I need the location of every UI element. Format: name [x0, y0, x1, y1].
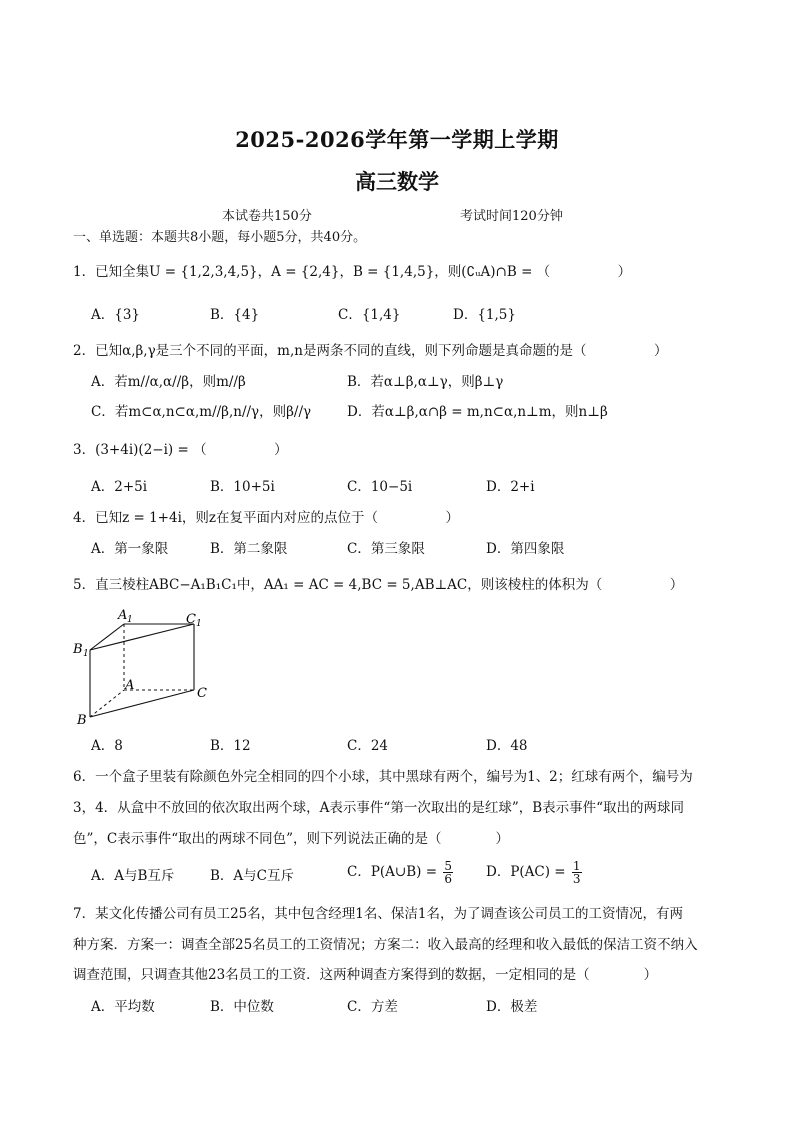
q7-option-c: C．方差 [347, 999, 398, 1015]
q1-option-c: C．{1,4} [338, 307, 401, 323]
q3-option-c: C．10−5i [347, 479, 413, 495]
label-b1-sub: 1 [83, 649, 89, 659]
q4-option-c: C．第三象限 [347, 541, 425, 557]
q7-option-b: B．中位数 [210, 999, 274, 1015]
q3-option-a: A．2+5i [91, 479, 148, 495]
label-b: B [77, 713, 87, 728]
q6-option-c-fraction [443, 860, 453, 885]
question-6-line-2: 3，4．从盒中不放回的依次取出两个球，A表示事件“第一次取出的是红球”，B表示事件“取出的两球同 [73, 800, 685, 816]
q2-option-d: D．若α⊥β,α∩β = m,n⊂α,n⊥m，则n⊥β [347, 404, 608, 420]
label-c1-sub: 1 [196, 619, 202, 629]
q5-option-d: D．48 [486, 738, 528, 754]
question-6-line-1: 6．一个盒子里装有除颜色外完全相同的四个小球，其中黑球有两个，编号为1、2；红球有两个，编号为 [73, 769, 693, 785]
question-2-stem: 2．已知α,β,γ是三个不同的平面，m,n是两条不同的直线，则下列命题是真命题的是（ ） [73, 343, 668, 359]
q4-option-b: B．第二象限 [210, 541, 288, 557]
label-c1: C [186, 612, 196, 627]
q6-d-denominator: 3 [572, 872, 581, 886]
q6-option-d [486, 860, 582, 885]
question-7-line-3: 调查范围，只调查其他23名员工的工资．这两种调查方案得到的数据，一定相同的是（ ） [73, 967, 658, 983]
question-5-stem: 5．直三棱柱ABC−A₁B₁C₁中，AA₁ = AC = 4,BC = 5,AB⊥AC，则该棱柱的体积为（ ） [73, 577, 684, 593]
label-a1-sub: 1 [127, 615, 133, 625]
q6-d-numerator: 1 [572, 859, 581, 873]
q6-option-d-fraction [572, 860, 582, 885]
question-4-stem: 4．已知z = 1+4i，则z在复平面内对应的点位于（ ） [73, 510, 460, 526]
q7-option-d: D．极差 [486, 999, 538, 1015]
q1-option-a: A．{3} [91, 307, 141, 323]
label-b1: B [73, 642, 83, 657]
q6-option-d-text: D．P(AC) = [486, 864, 566, 880]
q4-option-d: D．第四象限 [486, 541, 565, 557]
question-7-line-2: 种方案．方案一：调查全部25名员工的工资情况；方案二：收入最高的经理和收入最低的保洁工资不纳入 [73, 937, 698, 953]
question-7-line-1: 7．某文化传播公司有员工25名，其中包含经理1名、保洁1名，为了调查该公司员工的工资情况，有两 [73, 906, 683, 922]
q3-option-d: D．2+i [486, 479, 535, 495]
q6-option-b: B．A与C互斥 [210, 868, 294, 884]
q3-option-b: B．10+5i [210, 479, 275, 495]
q2-option-c: C．若m⊂α,n⊂α,m//β,n//γ，则β//γ [91, 404, 312, 420]
q6-c-denominator: 6 [444, 872, 452, 886]
exam-time: 考试时间120分钟 [460, 209, 563, 224]
question-1-stem: 1．已知全集U = {1,2,3,4,5}，A = {2,4}，B = {1,4,5}，则(∁ᵤA)∩B = （ ） [73, 264, 632, 280]
q6-option-c-text: C．P(A∪B) = [347, 864, 438, 880]
q5-option-b: B．12 [210, 738, 251, 754]
q4-option-a: A．第一象限 [91, 541, 169, 557]
q5-option-c: C．24 [347, 738, 389, 754]
q5-option-a: A．8 [91, 738, 123, 754]
prism-figure [70, 604, 220, 728]
q2-option-b: B．若α⊥β,α⊥γ，则β⊥γ [347, 374, 504, 390]
q6-c-numerator: 5 [444, 859, 452, 873]
q6-option-a: A．A与B互斥 [91, 868, 175, 884]
total-score: 本试卷共150分 [222, 209, 312, 224]
label-a1: A [118, 608, 128, 623]
q1-option-d: D．{1,5} [453, 307, 516, 323]
exam-title: 2025-2026学年第一学期上学期 [235, 127, 559, 152]
q6-option-c [347, 860, 453, 885]
exam-subject: 高三数学 [355, 169, 439, 194]
q7-option-a: A．平均数 [91, 999, 155, 1015]
question-3-stem: 3．(3+4i)(2−i) = （ ） [73, 442, 288, 458]
question-6-line-3: 色”，C表示事件“取出的两球不同色”，则下列说法正确的是（ ） [73, 831, 510, 847]
section-heading: 一、单选题：本题共8小题，每小题5分，共40分。 [73, 230, 367, 245]
q2-option-a: A．若m//α,α//β，则m//β [91, 374, 246, 390]
q1-option-b: B．{4} [210, 307, 260, 323]
label-c: C [197, 686, 207, 701]
label-a: A [125, 678, 135, 693]
